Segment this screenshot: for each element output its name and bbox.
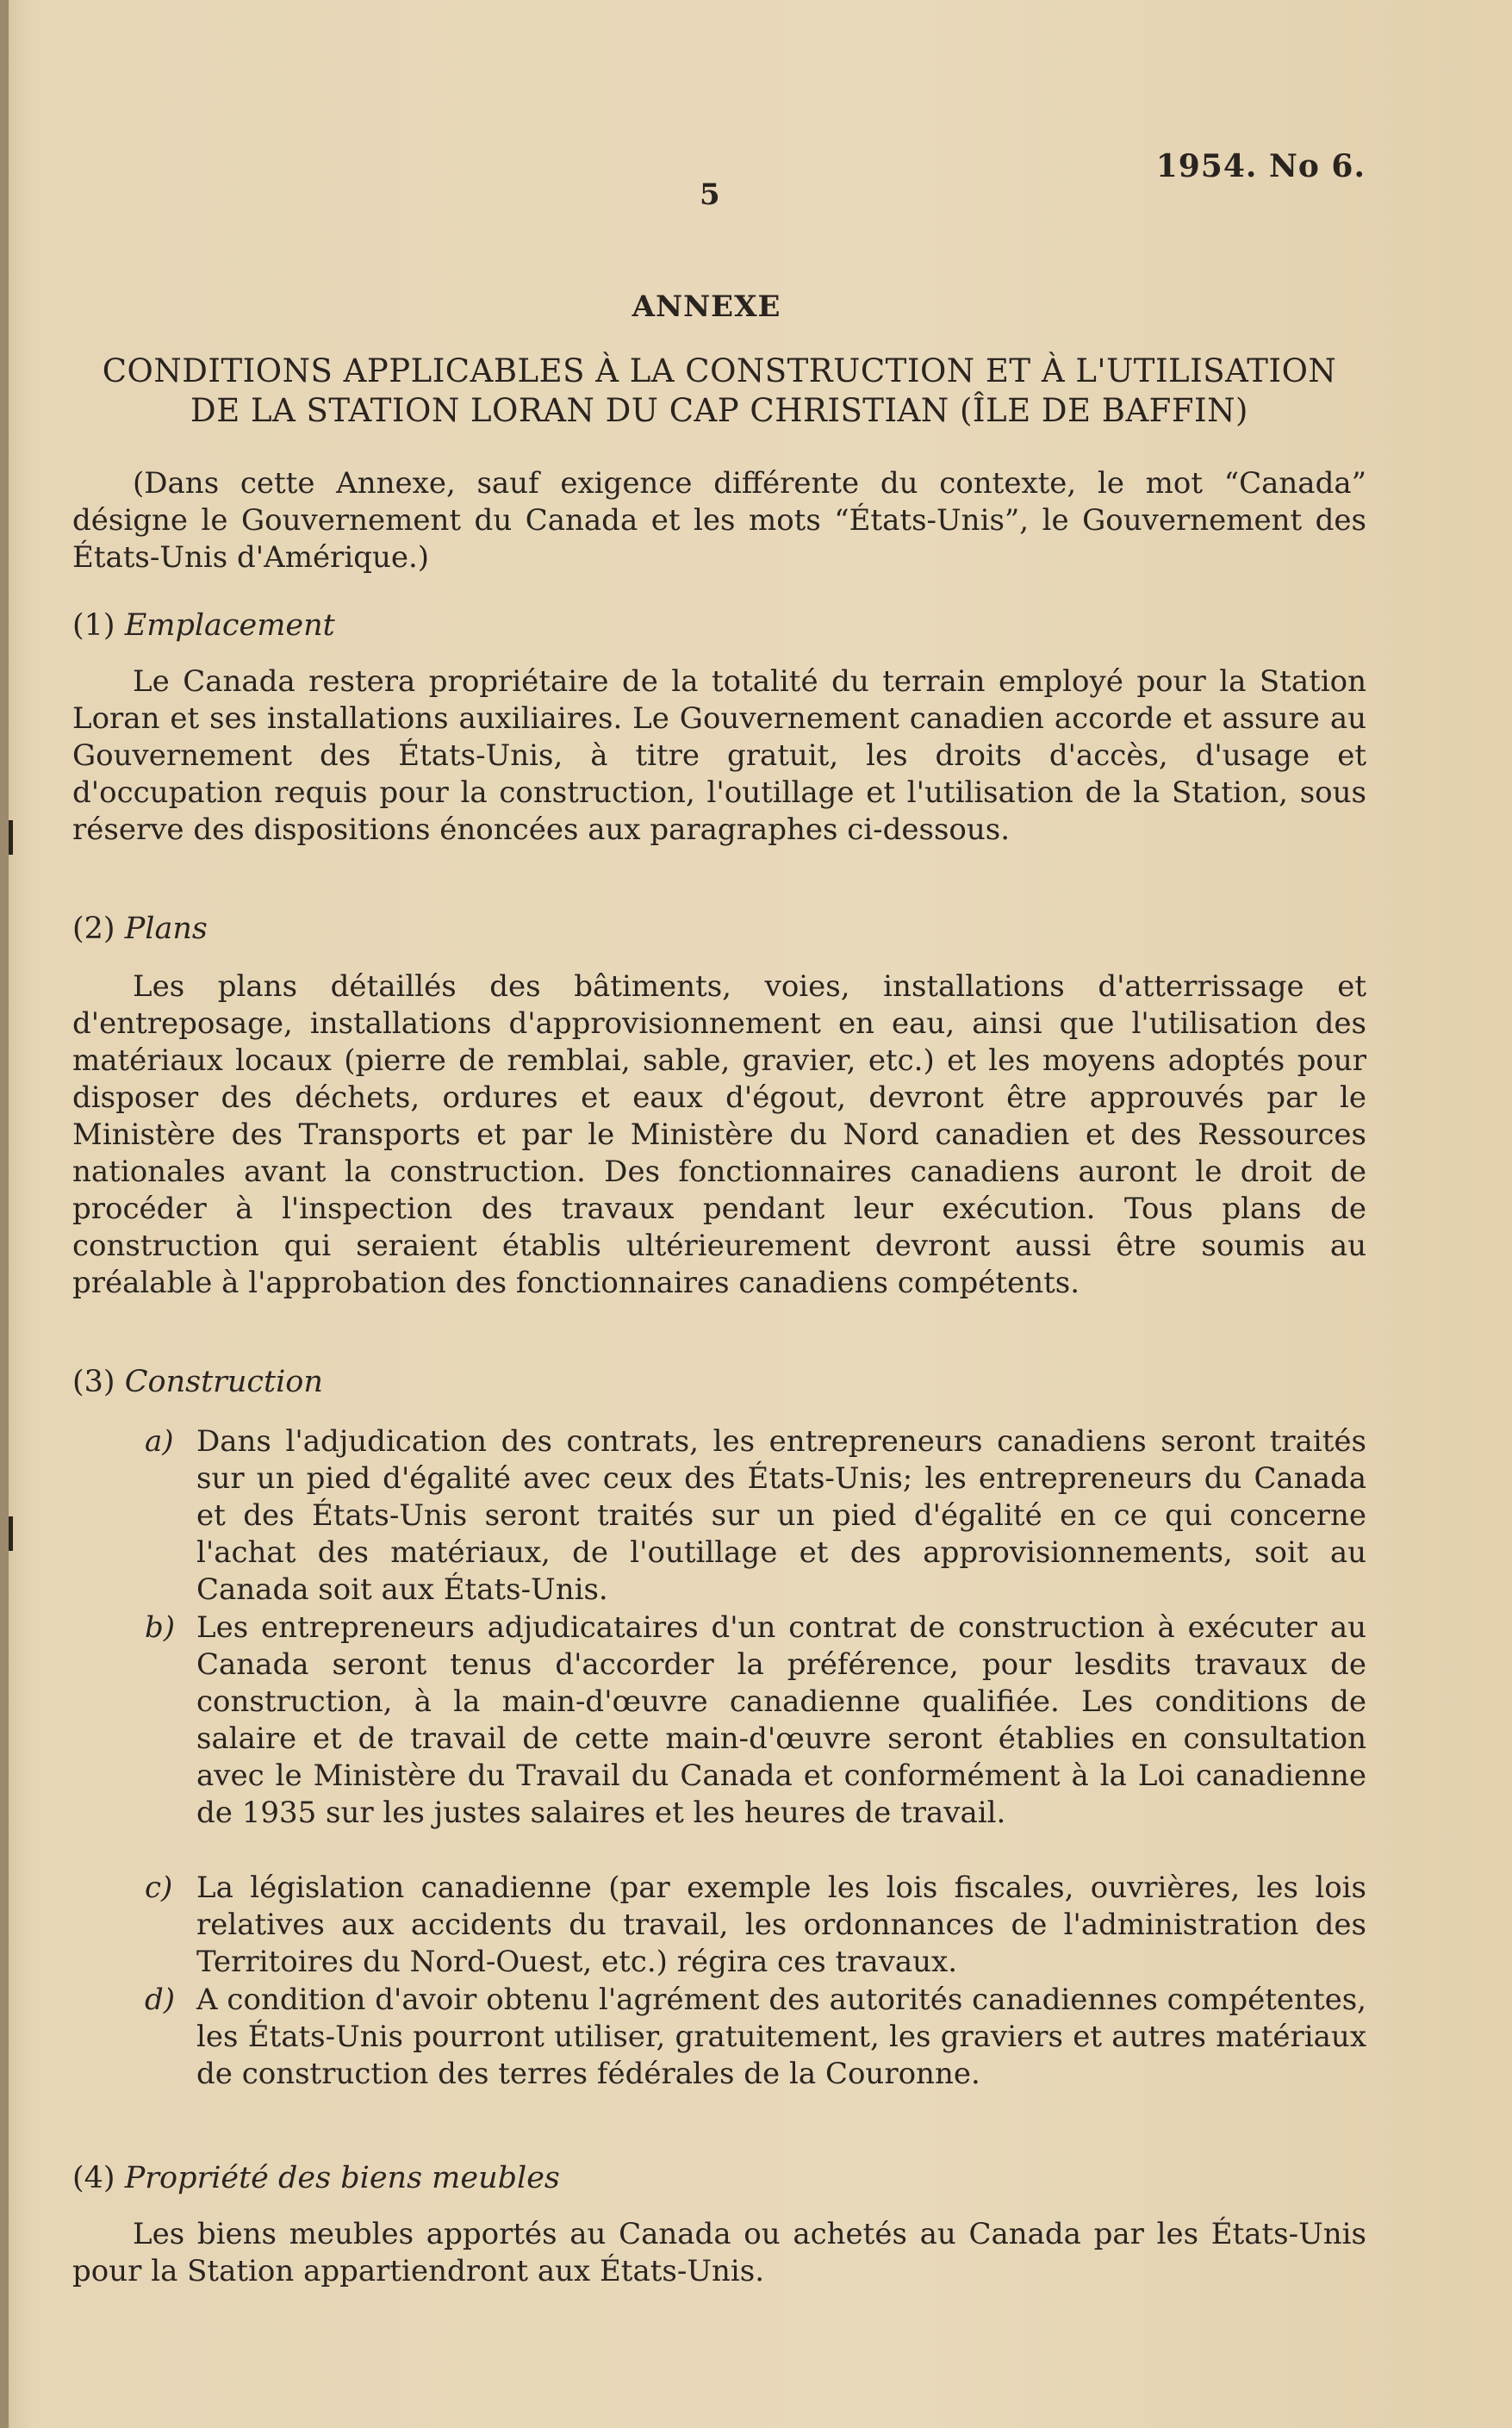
intro-paragraph: (Dans cette Annexe, sauf exigence différente du contexte, le mot “Canada” désigne le Gouvernement du Canada et les mots “États-Unis”, le Gouvernement des États-Unis d'Amérique.) (72, 466, 1366, 575)
section-title: Emplacement (124, 608, 335, 643)
annexe-title: ANNEXE (632, 289, 781, 324)
margin-mark (9, 820, 13, 855)
binding-edge (0, 0, 9, 2428)
list-item (145, 1423, 1366, 1609)
page-number: 5 (700, 177, 720, 212)
item-label: b) (145, 1610, 176, 1645)
item-label: a) (145, 1424, 174, 1459)
margin-mark (9, 1516, 13, 1551)
section-title: Propriété des biens meubles (124, 2161, 560, 2195)
item-text: La législation canadienne (par exemple les lois fiscales, ouvrières, les lois relatives aux accidents du travail, les ordonnances de l'administration des Territoires du Nord-Ouest, etc.) régira ces travaux. (196, 1871, 1366, 1979)
section-heading-1 (72, 608, 335, 643)
section-title: Plans (124, 912, 208, 946)
item-label: d) (145, 1983, 176, 2017)
section-number: (1) (72, 608, 115, 643)
section-heading-2 (72, 912, 208, 946)
item-text: Les entrepreneurs adjudicataires d'un contrat de construction à exécuter au Canada seront tenus d'accorder la préférence, pour lesdits travaux de construction, à la main-d'œuvre canadienne qualifiée. Les conditions de salaire et de travail de cette main-d'œuvre seront établies en consultation avec le Ministère du Travail du Canada et conformément à la Loi canadienne de 1935 sur les justes salaires et les heures de travail. (196, 1610, 1366, 1830)
list-item (145, 1609, 1366, 1832)
year-number: 1954. No 6. (1155, 148, 1366, 184)
list-item (145, 1870, 1366, 1981)
section-2-text: Les plans détaillés des bâtiments, voies, installations d'atterrissage et d'entreposage, installations d'approvisionnement en eau, ainsi que l'utilisation des matériaux locaux (pierre de remblai, sable, gravier, etc.) et les moyens adoptés pour disposer des déchets, ordures et eaux d'égout, devront être approuvés par le Ministère des Transports et par le Ministère du Nord canadien et des Ressources nationales avant la construction. Des fonctionnaires canadiens auront le droit de procéder à l'inspection des travaux pendant leur exécution. Tous plans de construction qui seraient établis ultérieurement devront aussi être soumis au préalable à l'approbation des fonctionnaires canadiens compétents. (72, 969, 1366, 1300)
item-label: c) (145, 1871, 173, 1905)
section-4-text: Les biens meubles apportés au Canada ou achetés au Canada par les États-Unis pour la Station appartiendront aux États-Unis. (72, 2217, 1366, 2288)
section-title: Construction (124, 1365, 323, 1399)
section-number: (2) (72, 912, 115, 946)
item-text: A condition d'avoir obtenu l'agrément des autorités canadiennes compétentes, les États-Unis pourront utiliser, gratuitement, les graviers et autres matériaux de construction des terres fédérales de la Couronne. (196, 1983, 1366, 2091)
section-heading-3 (72, 1365, 323, 1399)
section-number: (3) (72, 1365, 115, 1399)
section-heading-4 (72, 2161, 560, 2195)
item-text: Dans l'adjudication des contrats, les entrepreneurs canadiens seront traités sur un pied d'égalité avec ceux des États-Unis; les entrepreneurs du Canada et des États-Unis seront traités sur un pied d'égalité en ce qui concerne l'achat des matériaux, de l'outillage et des approvisionnements, soit au Canada soit aux États-Unis. (196, 1424, 1366, 1607)
annexe-subtitle: CONDITIONS APPLICABLES À LA CONSTRUCTION ET À L'UTILISATION DE LA STATION LORAN DU CAP CHRISTIAN (ÎLE DE BAFFIN) (102, 352, 1337, 429)
section-number: (4) (72, 2161, 115, 2195)
list-item (145, 1982, 1366, 2093)
section-1-text: Le Canada restera propriétaire de la totalité du terrain employé pour la Station Loran et ses installations auxiliaires. Le Gouvernement canadien accorde et assure au Gouvernement des États-Unis, à titre gratuit, les droits d'accès, d'usage et d'occupation requis pour la construction, l'outillage et l'utilisation de la Station, sous réserve des dispositions énoncées aux paragraphes ci-dessous. (72, 664, 1366, 847)
